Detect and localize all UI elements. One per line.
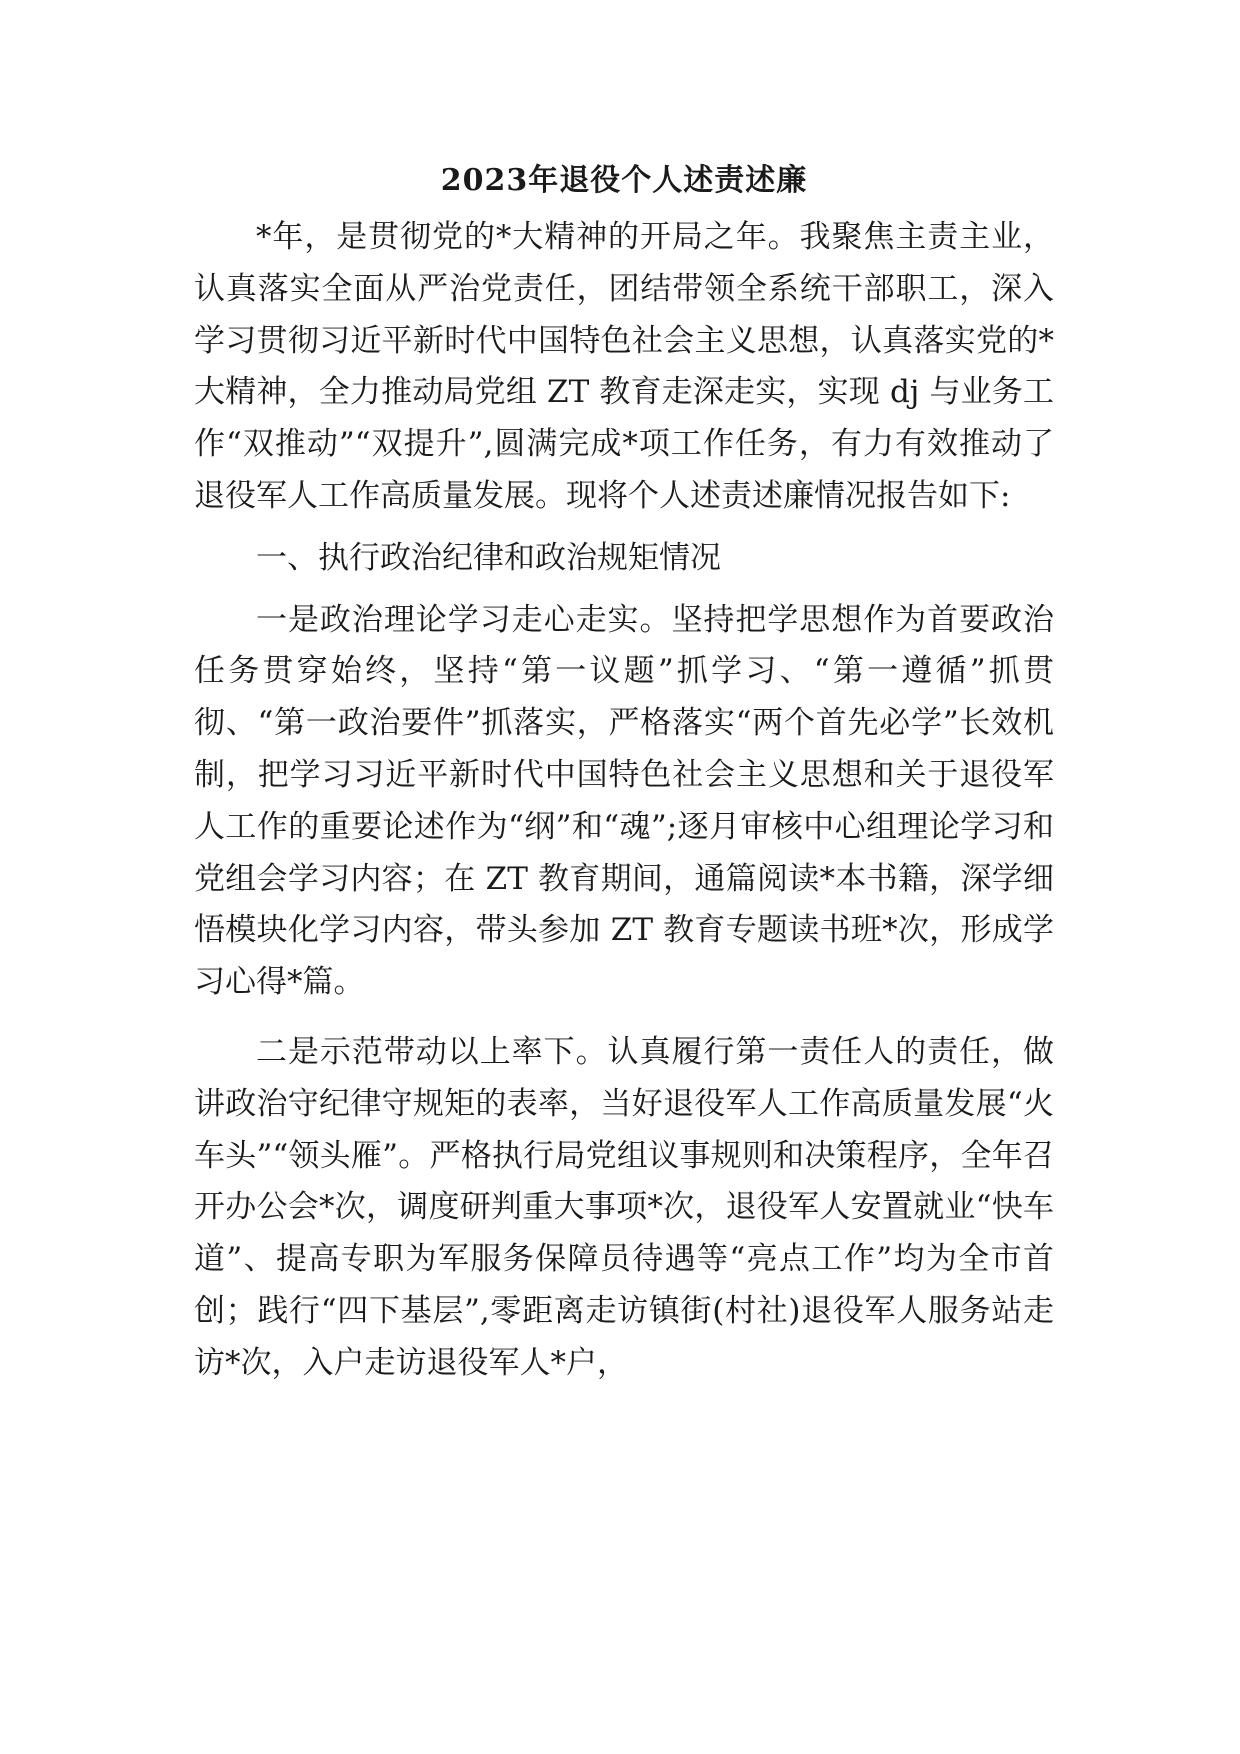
intro-paragraph: *年，是贯彻党的*大精神的开局之年。我聚焦主责主业，认真落实全面从严治党责任，团结带领全系统干部职工，深入学习贯彻习近平新时代中国特色社会主义思想，认真落实党的*大精神，全力推动局党组 ZT 教育走深走实，实现 dj 与业务工作“双推动”“双提升”,圆满完成*项工作任务，有力有效推动了退役军人工作高质量发展。现将个人述责述廉情况报告如下: [194, 219, 1054, 514]
item-paragraph-2: 二是示范带动以上率下。认真履行第一责任人的责任，做讲政治守纪律守规矩的表率，当好退役军人工作高质量发展“火车头”“领头雁”。严格执行局党组议事规则和决策程序，全年召开办公会*次，调度研判重大事项*次，退役军人安置就业“快车道”、提高专职为军服务保障员待遇等“亮点工作”均为全市首创；践行“四下基层”,零距离走访镇街(村社)退役军人服务站走访*次，入户走访退役军人*户， [194, 1033, 1054, 1381]
document-body [194, 160, 1054, 1390]
section-heading-1: 一、执行政治纪律和政治规矩情况 [256, 539, 721, 576]
document-title: 2023年退役个人述责述廉 [440, 163, 808, 198]
item-paragraph-1: 一是政治理论学习走心走实。坚持把学思想作为首要政治任务贯穿始终，坚持“第一议题”抓学习、“第一遵循”抓贯彻、“第一政治要件”抓落实，严格落实“两个首先必学”长效机制，把学习习近平新时代中国特色社会主义思想和关于退役军人工作的重要论述作为“纲”和“魂”;逐月审核中心组理论学习和党组会学习内容；在 ZT 教育期间，通篇阅读*本书籍，深学细悟模块化学习内容，带头参加 ZT 教育专题读书班*次，形成学习心得*篇。 [194, 601, 1054, 1001]
